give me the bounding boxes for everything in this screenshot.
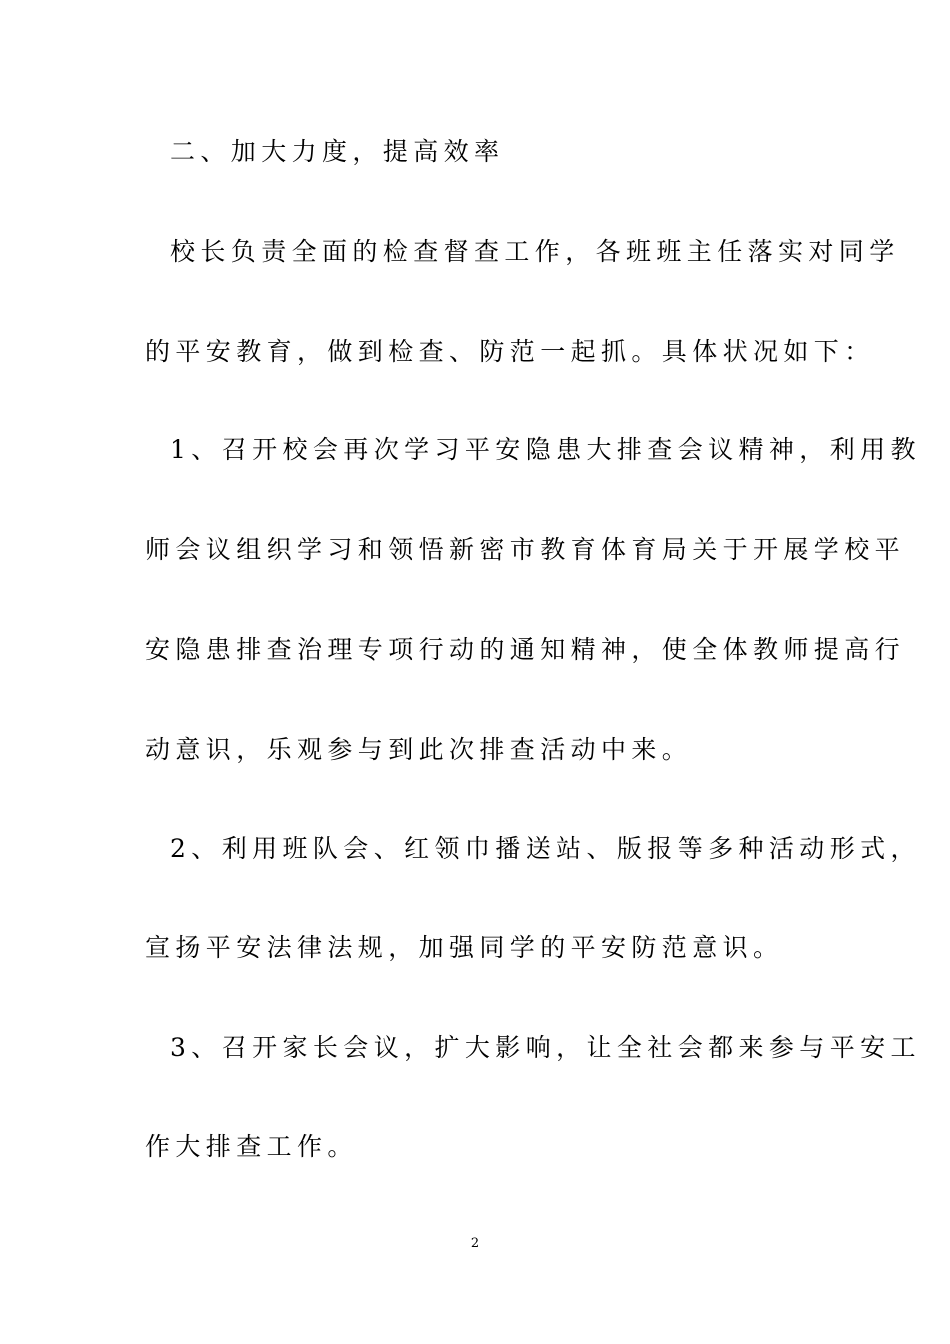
list-item-line: 1、召开校会再次学习平安隐患大排查会议精神，利用教 (170, 435, 921, 464)
list-item-line: 安隐患排查治理专项行动的通知精神，使全体教师提高行 (145, 635, 906, 664)
list-item-line: 师会议组织学习和领悟新密市教育体育局关于开展学校平 (145, 535, 906, 564)
list-item-line: 3、召开家长会议，扩大影响，让全社会都来参与平安工 (170, 1033, 921, 1062)
list-item-line: 宣扬平安法律法规，加强同学的平安防范意识。 (145, 933, 784, 962)
section-heading: 二、加大力度，提高效率 (170, 137, 505, 166)
list-item-line: 作大排查工作。 (145, 1132, 358, 1161)
page-number: 2 (470, 1236, 480, 1251)
list-item-line: 动意识，乐观参与到此次排查活动中来。 (145, 735, 693, 764)
list-item-line: 2、利用班队会、红领巾播送站、版报等多种活动形式， (170, 834, 921, 863)
paragraph-line: 校长负责全面的检查督查工作，各班班主任落实对同学 (170, 237, 900, 266)
paragraph-line: 的平安教育，做到检查、防范一起抓。具体状况如下： (145, 337, 875, 366)
